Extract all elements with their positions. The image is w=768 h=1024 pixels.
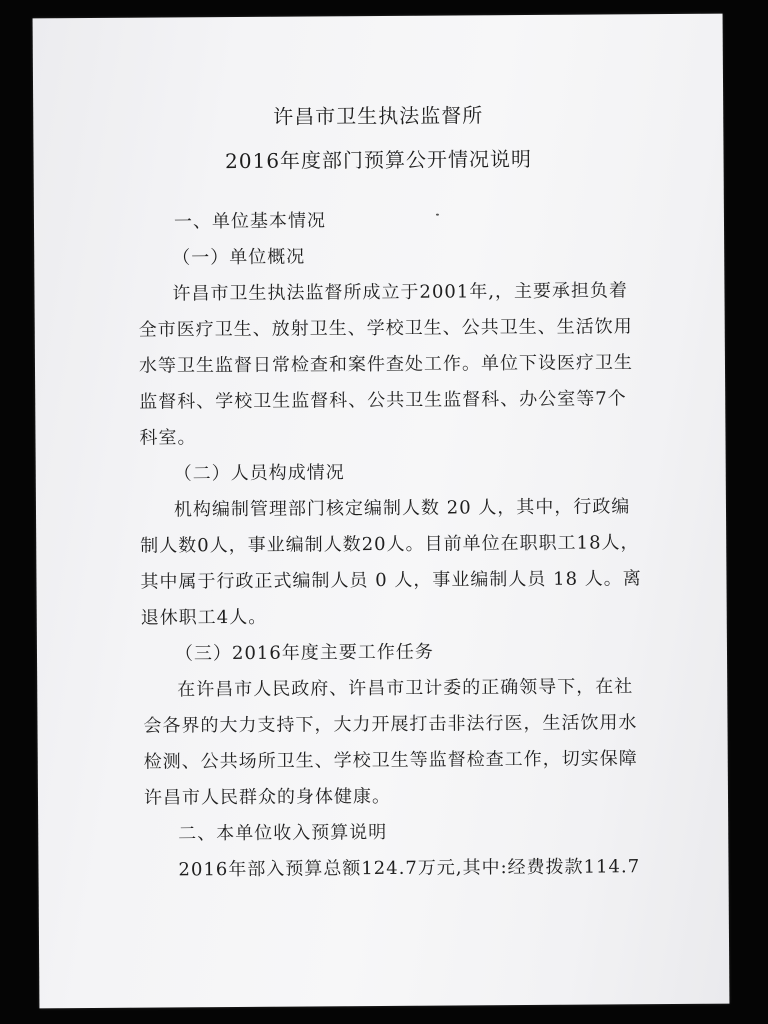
section-heading-income-budget: 二、本单位收入预算说明 xyxy=(178,821,388,845)
document-title: 许昌市卫生执法监督所 xyxy=(273,103,484,129)
paragraph-line: 科室。 xyxy=(139,427,197,449)
paragraph-line: 许昌市卫生执法监督所成立于2001年,，主要承担负着 xyxy=(172,280,629,305)
section-heading-basic-info: 一、单位基本情况 xyxy=(173,210,327,233)
subsection-heading-overview: （一）单位概况 xyxy=(172,246,306,269)
paragraph-line: 会各界的大力支持下，大力开展打击非法行医，生活饮用水 xyxy=(143,712,638,737)
paragraph-line: 其中属于行政正式编制人员 0 人，事业编制人员 18 人。离 xyxy=(140,568,642,593)
paragraph-line: 许昌市人民群众的身体健康。 xyxy=(143,785,392,809)
paragraph-line: 2016年部入预算总额124.7万元,其中:经费拨款114.7 xyxy=(178,856,641,881)
paragraph-line: 检测、公共场所卫生、学校卫生等监督检查工作，切实保障 xyxy=(143,748,638,773)
paragraph-line: 全市医疗卫生、放射卫生、学校卫生、公共卫生、生活饮用 xyxy=(138,316,633,341)
subsection-heading-tasks: （三）2016年度主要工作任务 xyxy=(174,641,434,665)
paragraph-line: 制人数0人，事业编制人数20人。目前单位在职职工18人， xyxy=(140,532,640,557)
paragraph-line: 监督科、学校卫生监督科、公共卫生监督科、办公室等7个 xyxy=(139,388,627,413)
paper-speck xyxy=(436,214,439,216)
document-subtitle: 2016年度部门预算公开情况说明 xyxy=(225,146,533,174)
paragraph-line: 退休职工4人。 xyxy=(140,606,268,629)
paragraph-line: 在许昌市人民政府、许昌市卫计委的正确领导下，在社 xyxy=(177,676,634,701)
paragraph-line: 机构编制管理部门核定编制人数 20 人，其中，行政编 xyxy=(173,496,631,521)
document-page xyxy=(33,14,730,1009)
subsection-heading-staff: （二）人员构成情况 xyxy=(173,462,345,485)
paragraph-line: 水等卫生监督日常检查和案件查处工作。单位下设医疗卫生 xyxy=(138,352,634,377)
